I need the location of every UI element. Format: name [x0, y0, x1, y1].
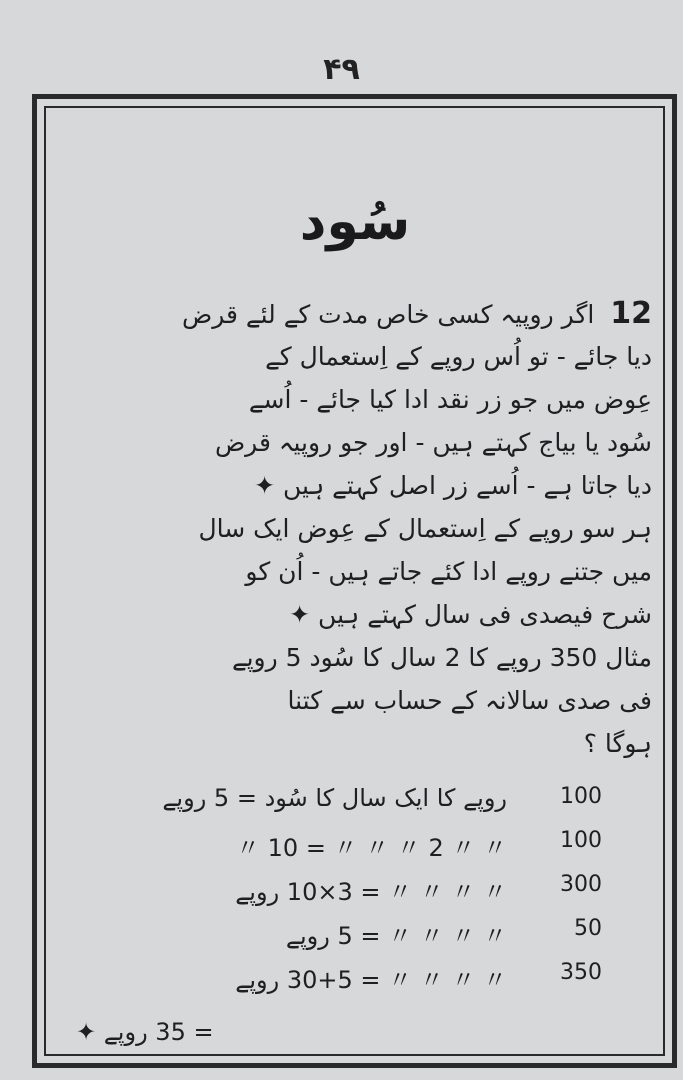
paragraph-line: مثال 350 روپے کا 2 سال کا سُود 5 روپے	[231, 643, 652, 672]
calculation-text: 〃 〃 〃 〃 = 5 روپے	[285, 922, 507, 950]
calculation-amount: 100	[560, 828, 602, 853]
paragraph-line: ہوگا ؟	[583, 729, 652, 758]
calculation-text: 〃 〃 〃 〃 = 3×10 روپے	[235, 878, 507, 906]
calculation-text: 〃 〃 2 〃 〃 〃 = 10 〃	[236, 834, 507, 862]
final-result: = 35 روپے ✦	[76, 1018, 214, 1046]
paragraph-line: شرح فیصدی فی سال کہتے ہیں ✦	[289, 600, 652, 629]
calculation-amount: 100	[560, 784, 602, 809]
paragraph	[58, 292, 652, 765]
paragraph-line	[58, 292, 652, 335]
paragraph-line: ہر سو روپے کے اِستعمال کے عِوض ایک سال	[198, 514, 652, 543]
calculation-row	[58, 828, 652, 872]
calculation-block	[58, 784, 652, 1004]
page-content	[58, 112, 652, 1046]
page-number: ۴۹	[323, 52, 360, 87]
paragraph-number: 12	[610, 296, 652, 331]
calculation-text: روپے کا ایک سال کا سُود = 5 روپے	[162, 784, 507, 812]
calculation-row	[58, 960, 652, 1004]
paragraph-line: سُود یا بیاج کہتے ہیں - اور جو روپیہ قرض	[214, 428, 652, 457]
calculation-amount: 300	[560, 872, 602, 897]
calculation-row	[58, 872, 652, 916]
paragraph-line: عِوض میں جو زر نقد ادا کیا جائے - اُسے	[248, 385, 652, 414]
calculation-amount: 50	[574, 916, 602, 941]
paragraph-line: دیا جاتا ہے - اُسے زر اصل کہتے ہیں ✦	[254, 471, 652, 500]
paragraph-line: فی صدی سالانہ کے حساب سے کتنا	[287, 686, 652, 715]
calculation-amount: 350	[560, 960, 602, 985]
paragraph-line: میں جتنے روپے ادا کئے جاتے ہیں - اُن کو	[245, 557, 652, 586]
calculation-text: 〃 〃 〃 〃 = 30+5 روپے	[235, 966, 507, 994]
paragraph-line-text: اگر روپیہ کسی خاص مدت کے لئے قرض	[182, 300, 595, 329]
calculation-row	[58, 916, 652, 960]
page-title: سُود	[299, 192, 411, 252]
calculation-row	[58, 784, 652, 828]
paragraph-line: دیا جائے - تو اُس روپے کے اِستعمال کے	[265, 342, 652, 371]
